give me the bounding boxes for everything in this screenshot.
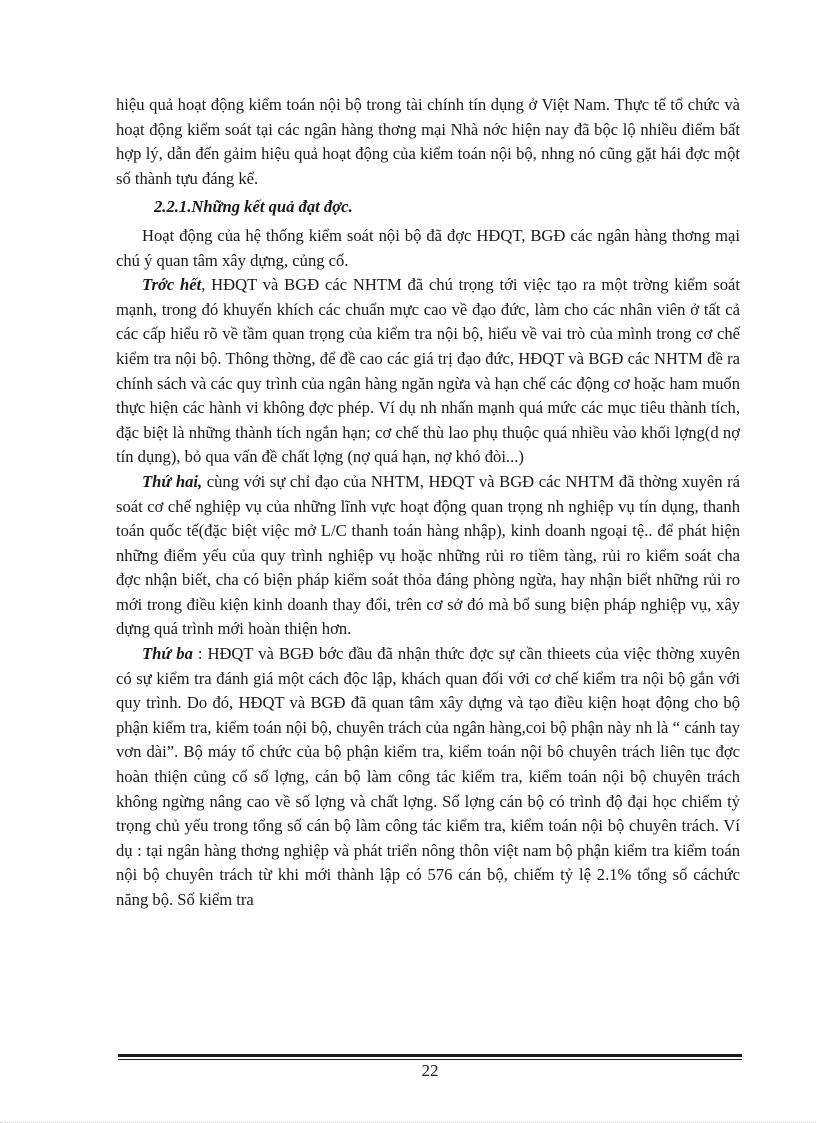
paragraph-third-point	[116, 642, 740, 913]
paragraph-intro: Hoạt động của hệ thống kiểm soát nội bộ đã đợc HĐQT, BGĐ các ngân hàng thơng mại chú ý quan tâm xây dựng, củng cố.	[116, 225, 740, 270]
lead-phrase: Trớc hết	[142, 275, 202, 295]
page-number: 22	[421, 1061, 439, 1080]
section-heading: 2.2.1.Những kết quả đạt đợc.	[154, 197, 353, 217]
lead-phrase: Thứ hai,	[142, 471, 203, 491]
paragraph-second-point	[116, 470, 740, 642]
paragraph-text: , HĐQT và BGĐ các NHTM đã chú trọng tới việc tạo ra một trờng kiểm soát mạnh, trong đó khuyến khích các chuẩn mực cao về đạo đức, làm cho các nhân viên ở tất cả các cấp hiểu rõ về tầm quan trọng của kiểm tra nội bộ, hiểu về vai trò của mình trong cơ chế kiểm tra nội bộ. Thông thờng, để đề cao các giá trị đạo đức, HĐQT và BGĐ các NHTM đề ra chính sách và các quy trình của ngân hàng ngăn ngừa và hạn chế các động cơ hoặc ham muốn thực hiện các hành vi không đợc phép. Ví dụ nh nhấn mạnh quá mức các mục tiêu thành tích, đặc biệt là những thành tích ngắn hạn; cơ chế thù lao phụ thuộc quá nhiều vào khối lợng(d nợ tín dụng), bỏ qua vấn đề chất lợng (nợ quá hạn, nợ khó đòi...)	[116, 275, 740, 467]
page-body	[116, 93, 740, 913]
footer-rule-thick	[118, 1054, 742, 1057]
paragraph-first-point	[116, 273, 740, 470]
paragraph-continuation: hiệu quả hoạt động kiểm toán nội bộ trong tài chính tín dụng ở Việt Nam. Thực tế tổ chức và hoạt động kiểm soát tại các ngân hàng thơng mại Nhà nớc hiện nay đã bộc lộ nhiều điểm bất hợp lý, dẫn đến gảim hiệu quả hoạt động của kiểm toán nội bộ, nhng nó cũng gặt hái đợc một số thành tựu đáng kể.	[116, 95, 740, 188]
paragraph-text: : HĐQT và BGĐ bớc đầu đã nhận thức đợc sự cần thieets của việc thờng xuyên có sự kiểm tra đánh giá một cách độc lập, khách quan đối với cơ chế kiểm tra nội bộ gắn với quy trình. Do đó, HĐQT và BGĐ đã quan tâm xây dựng và tạo điều kiện hoạt động cho bộ phận kiểm tra, kiểm toán nội bộ, chuyên trách của ngân hàng,coi bộ phận này nh là “ cánh tay vơn dài”. Bộ máy tổ chức của bộ phận kiểm tra, kiểm toán nội bô chuyên trách liên tục đợc hoàn thiện củng cố số lợng, cán bộ làm công tác kiểm tra, kiểm toán nội bộ chuyên trách không ngừng nâng cao về số lợng và chất lợng. Số lợng cán bộ có trình độ đại học chiếm tỷ trọng chủ yếu trong tổng số cán bộ làm công tác kiểm tra, kiểm toán nội bộ chuyên trách. Ví dụ : tại ngân hàng thơng nghiệp và phát triển nông thôn việt nam bộ phận kiểm tra kiểm toán nội bộ chuyên trách từ khi mới thành lập có 576 cán bộ, chiếm tỷ lệ 2.1% tổng số cáchức năng bộ. Số kiểm tra	[116, 644, 740, 909]
paragraph-text: cùng với sự chỉ đạo của NHTM, HĐQT và BGĐ các NHTM đã thờng xuyên rá soát cơ chế nghiệp vụ của những lĩnh vực hoạt động quan trọng nh nghiệp vụ tín dụng, thanh toán quốc tế(đặc biệt việc mở L/C thanh toán hàng nhập), kinh doanh ngoại tệ.. để phát hiện những điểm yếu của quy trình nghiệp vụ hoặc những rủi ro tiềm tàng, rủi ro kiểm soát cha đợc nhận biết, cha có biện pháp kiểm soát thỏa đáng phòng ngừa, hay nhận biết những rủi ro mới trong điều kiện kinh doanh thay đổi, trên cơ sở đó mà bổ sung biện pháp nghiệp vụ, xây dựng quá trình mới hoàn thiện hơn.	[116, 471, 740, 639]
lead-phrase: Thứ ba	[142, 644, 193, 664]
